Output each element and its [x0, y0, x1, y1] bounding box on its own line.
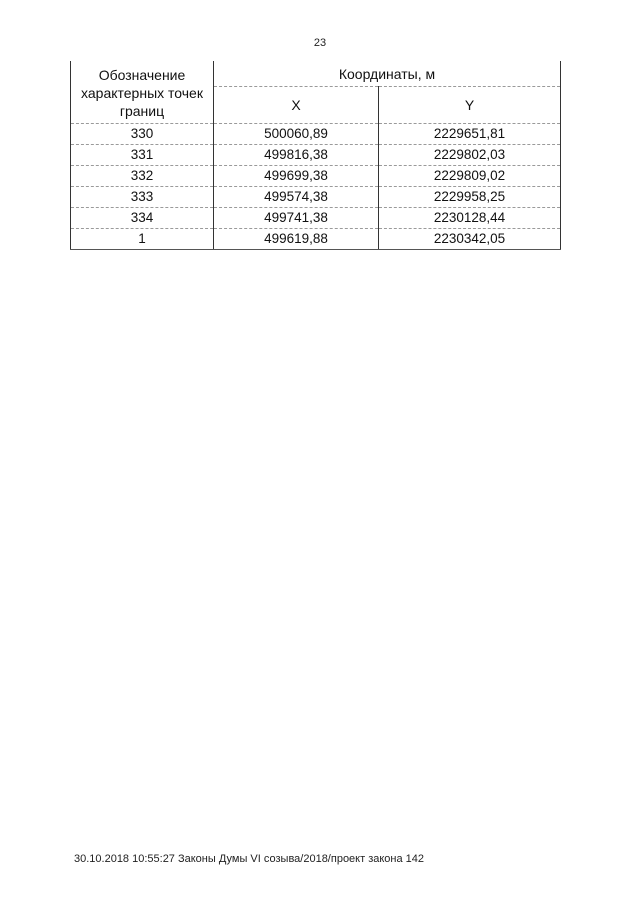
- table-row: [71, 187, 561, 208]
- x-cell: 499741,38: [214, 208, 379, 229]
- table-header-row: [71, 61, 561, 87]
- y-cell: 2229958,25: [379, 187, 561, 208]
- point-cell: 334: [71, 208, 214, 229]
- point-cell: 333: [71, 187, 214, 208]
- table-row: [71, 166, 561, 187]
- table-row: [71, 208, 561, 229]
- x-cell: 500060,89: [214, 124, 379, 145]
- table-row: [71, 145, 561, 166]
- points-column-header: Обозначение характерных точек границ: [71, 61, 214, 124]
- y-cell: 2230128,44: [379, 208, 561, 229]
- table-row: [71, 229, 561, 250]
- point-cell: 332: [71, 166, 214, 187]
- y-cell: 2229651,81: [379, 124, 561, 145]
- x-column-header: X: [214, 87, 379, 124]
- page-number: 23: [313, 37, 327, 49]
- y-column-header: Y: [379, 87, 561, 124]
- x-cell: 499574,38: [214, 187, 379, 208]
- coordinates-group-header: Координаты, м: [214, 61, 561, 87]
- y-cell: 2229809,02: [379, 166, 561, 187]
- coordinates-table: [70, 61, 561, 250]
- x-cell: 499816,38: [214, 145, 379, 166]
- x-cell: 499699,38: [214, 166, 379, 187]
- point-cell: 330: [71, 124, 214, 145]
- table-row: [71, 124, 561, 145]
- document-footer: 30.10.2018 10:55:27 Законы Думы VI созыва/2018/проект закона 142: [74, 853, 425, 865]
- y-cell: 2230342,05: [379, 229, 561, 250]
- point-cell: 331: [71, 145, 214, 166]
- x-cell: 499619,88: [214, 229, 379, 250]
- y-cell: 2229802,03: [379, 145, 561, 166]
- point-cell: 1: [71, 229, 214, 250]
